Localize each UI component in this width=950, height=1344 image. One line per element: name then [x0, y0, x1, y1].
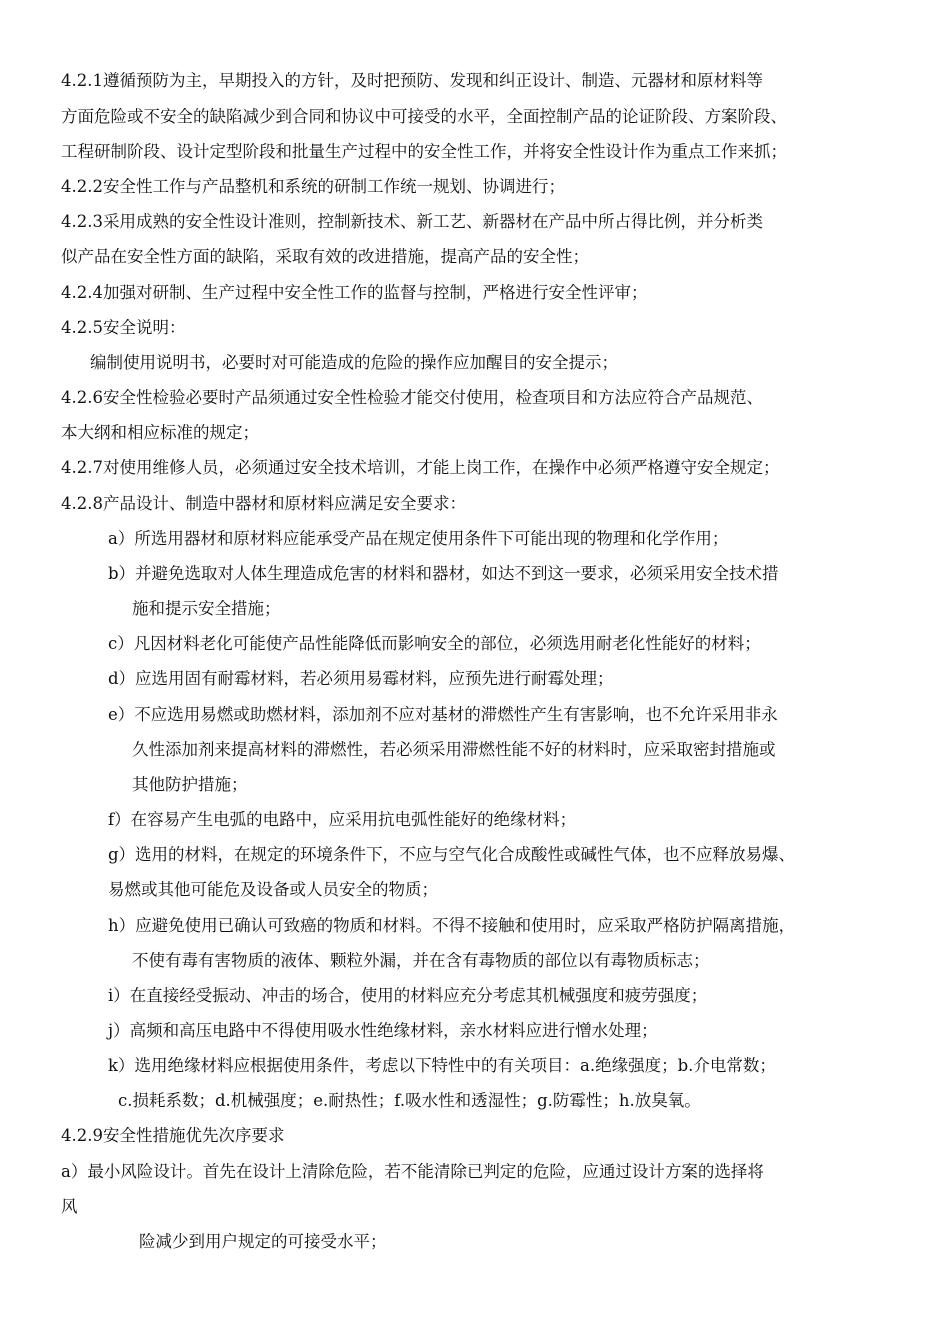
text-line-4-2-9: 4.2.9安全性措施优先次序要求 [61, 1126, 285, 1145]
text-line-4-2-9-a: a）最小风险设计。首先在设计上清除危险，若不能清除已判定的危险，应通过设计方案的选择将 [61, 1162, 764, 1181]
list-item-h: h）应避免使用已确认可致癌的物质和材料。不得不接触和使用时，应采取严格防护隔离措施， [108, 916, 796, 935]
list-item-i: i）在直接经受振动、冲击的场合，使用的材料应充分考虑其机械强度和疲劳强度； [108, 986, 708, 1005]
text-line-4-2-2: 4.2.2安全性工作与产品整机和系统的研制工作统一规划、协调进行； [61, 177, 565, 196]
text-line-4-2-5-body: 编制使用说明书，必要时对可能造成的危险的操作应加醒目的安全提示； [90, 353, 618, 372]
list-item-d: d）应选用固有耐霉材料，若必须用易霉材料，应预先进行耐霉处理； [108, 669, 614, 688]
list-item-b: b）并避免选取对人体生理造成危害的材料和器材，如达不到这一要求，必须采用安全技术措 [108, 564, 779, 583]
text-line-4-2-3-b: 似产品在安全性方面的缺陷，采取有效的改进措施，提高产品的安全性； [61, 247, 589, 266]
text-line-4-2-5: 4.2.5安全说明： [61, 318, 186, 337]
text-line-4-2-4: 4.2.4加强对研制、生产过程中安全性工作的监督与控制，严格进行安全性评审； [61, 283, 648, 302]
list-item-e-cont-2: 其他防护措施； [132, 775, 248, 794]
text-line-4-2-1-b: 方面危险或不安全的缺陷减少到合同和协议中可接受的水平，全面控制产品的论证阶段、方案阶段、 [61, 107, 787, 126]
list-item-a: a）所选用器材和原材料应能承受产品在规定使用条件下可能出现的物理和化学作用； [108, 529, 729, 548]
list-item-g: g）选用的材料，在规定的环境条件下，不应与空气化合成酸性或碱性气体，也不应释放易爆、 [108, 845, 796, 864]
list-item-b-cont: 施和提示安全措施； [132, 599, 281, 618]
text-line-4-2-9-a-cont: 险减少到用户规定的可接受水平； [139, 1232, 387, 1251]
text-line-4-2-9-a-wrap: 风 [61, 1197, 78, 1216]
list-item-h-cont: 不使有毒有害物质的液体、颗粒外漏，并在含有毒物质的部位以有毒物质标志； [132, 951, 710, 970]
list-item-j: j）高频和高压电路中不得使用吸水性绝缘材料，亲水材料应进行憎水处理； [108, 1021, 658, 1040]
text-line-4-2-6-b: 本大纲和相应标准的规定； [61, 423, 259, 442]
list-item-k-cont: c.损耗系数；d.机械强度；e.耐热性；f.吸水性和透湿性；g.防霉性；h.放臭氧。 [118, 1091, 701, 1110]
text-line-4-2-1-c: 工程研制阶段、设计定型阶段和批量生产过程中的安全性工作，并将安全性设计作为重点工作来抓； [61, 142, 787, 161]
text-line-4-2-8: 4.2.8产品设计、制造中器材和原材料应满足安全要求： [61, 494, 466, 513]
text-line-4-2-7: 4.2.7对使用维修人员，必须通过安全技术培训，才能上岗工作，在操作中必须严格遵守安全规定； [61, 458, 780, 477]
list-item-g-cont: 易燃或其他可能危及设备或人员安全的物质； [108, 880, 438, 899]
text-line-4-2-6-a: 4.2.6安全性检验必要时产品须通过安全性检验才能交付使用，检查项目和方法应符合产品规范、 [61, 388, 763, 407]
list-item-f: f）在容易产生电弧的电路中，应采用抗电弧性能好的绝缘材料； [108, 810, 577, 829]
text-line-4-2-1-a: 4.2.1遵循预防为主，早期投入的方针，及时把预防、发现和纠正设计、制造、元器材和原材料等 [61, 71, 763, 90]
text-line-4-2-3-a: 4.2.3采用成熟的安全性设计准则，控制新技术、新工艺、新器材在产品中所占得比例，并分析类 [61, 212, 763, 231]
list-item-e-cont-1: 久性添加剂来提高材料的滞燃性，若必须采用滞燃性能不好的材料时，应采取密封措施或 [132, 740, 776, 759]
list-item-k: k）选用绝缘材料应根据使用条件，考虑以下特性中的有关项目：a.绝缘强度；b.介电常数； [108, 1056, 776, 1075]
list-item-e: e）不应选用易燃或助燃材料，添加剂不应对基材的滞燃性产生有害影响，也不允许采用非永 [108, 705, 778, 724]
list-item-c: c）凡因材料老化可能使产品性能降低而影响安全的部位，必须选用耐老化性能好的材料； [108, 634, 761, 653]
